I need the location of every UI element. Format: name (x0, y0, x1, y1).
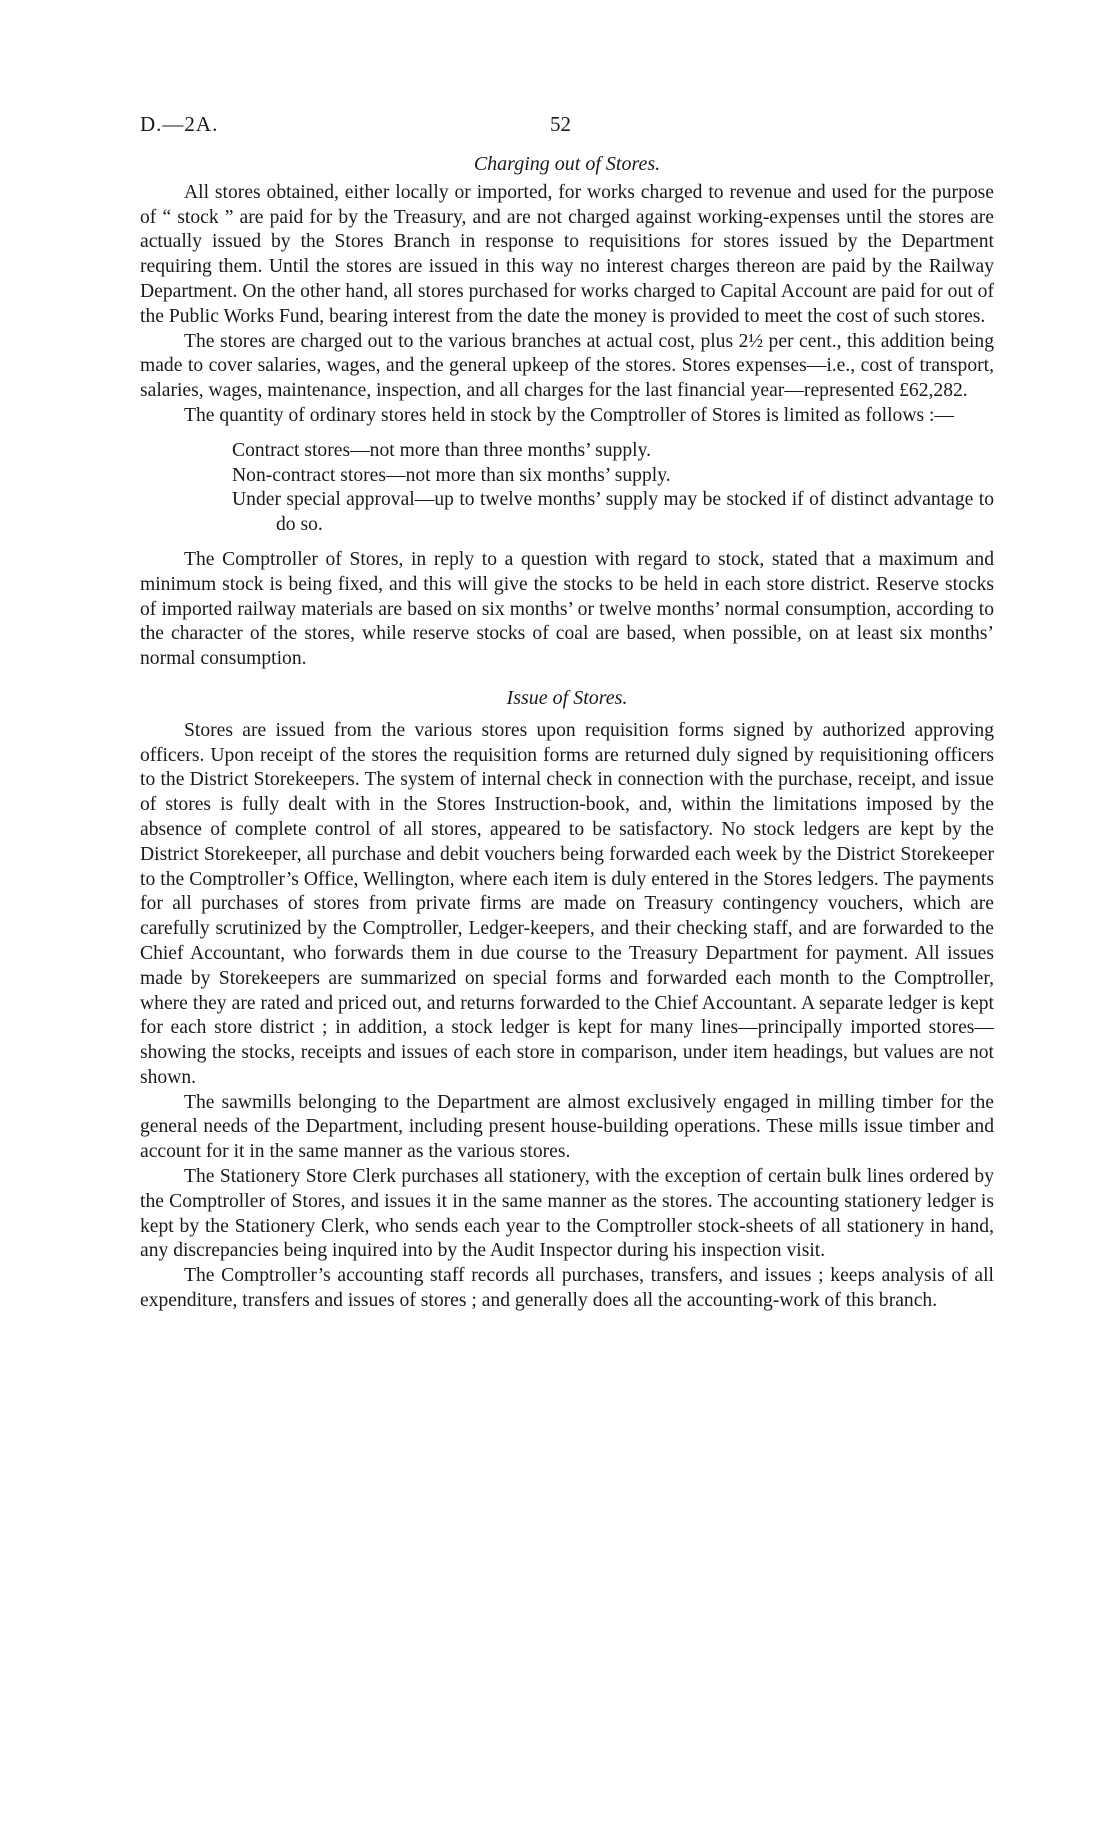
list-item: Non-contract stores—not more than six months’ supply. (232, 464, 671, 486)
list-item: Under special approval—up to twelve months’ supply may be stocked if of distinct advantage to do so. (232, 489, 994, 536)
document-reference: D.—2A. (140, 112, 219, 136)
paragraph: The Comptroller’s accounting staff records all purchases, transfers, and issues ; keeps analysis of all expenditure, transfers and issues of stores ; and generally does all the accounting-work of this branch. (140, 1265, 994, 1312)
stock-limits-list (232, 439, 994, 538)
paragraph: The quantity of ordinary stores held in stock by the Comptroller of Stores is limited as follows :— (184, 404, 955, 426)
paragraph: The sawmills belonging to the Department are almost exclusively engaged in milling timber for the general needs of the Department, including present house-building operations. These mills issue timber and account for it in the same manner as the various stores. (140, 1091, 994, 1163)
page-body (140, 152, 994, 1314)
paragraph: The Comptroller of Stores, in reply to a question with regard to stock, stated that a maximum and minimum stock is being fixed, and this will give the stocks to be held in each store district. Reserve stocks of imported railway materials are based on six months’ or twelve months’ normal consumption, according to the character of the stores, while reserve stocks of coal are based, when possible, on at least six months’ normal consumption. (140, 548, 994, 670)
section-heading-issue: Issue of Stores. (506, 686, 628, 709)
page-number: 52 (550, 112, 571, 136)
page-header (140, 112, 994, 152)
paragraph: The stores are charged out to the various branches at actual cost, plus 2½ per cent., this addition being made to cover salaries, wages, and the general upkeep of the stores. Stores expenses—i.e., cost of transport, salaries, wages, maintenance, inspection, and all charges for the last financial year—represented £62,282. (140, 330, 994, 402)
paragraph: All stores obtained, either locally or imported, for works charged to revenue and used for the purpose of “ stock ” are paid for by the Treasury, and are not charged against working-expenses until the stores are actually issued by the Stores Branch in response to requisitions for stores issued by the Department requiring them. Until the stores are issued in this way no interest charges thereon are paid by the Railway Department. On the other hand, all stores purchased for works charged to Capital Account are paid for out of the Public Works Fund, bearing interest from the date the money is provided to meet the cost of such stores. (140, 181, 994, 327)
list-item: Contract stores—not more than three months’ supply. (232, 439, 652, 461)
paragraph: The Stationery Store Clerk purchases all stationery, with the exception of certain bulk lines ordered by the Comptroller of Stores, and issues it in the same manner as the stores. The accounting stationery ledger is kept by the Stationery Clerk, who sends each year to the Comptroller stock-sheets of all stationery in hand, any discrepancies being inquired into by the Audit Inspector during his inspection visit. (140, 1166, 994, 1262)
section-heading-charging: Charging out of Stores. (473, 153, 661, 175)
paragraph: Stores are issued from the various stores upon requisition forms signed by authorized approving officers. Upon receipt of the stores the requisition forms are returned duly signed by requisitioning officers to the District Storekeepers. The system of internal check in connection with the purchase, receipt, and issue of stores is fully dealt with in the Stores Instruction-book, and, within the limitations imposed by the absence of complete control of all stores, appeared to be satisfactory. No stock ledgers are kept by the District Storekeeper, all purchase and debit vouchers being forwarded each week by the District Storekeeper to the Comptroller’s Office, Wellington, where each item is duly entered in the Stores ledgers. The payments for all purchases of stores from private firms are made on Treasury contingency vouchers, which are carefully scrutinized by the Comptroller, Ledger-keepers, and their checking staff, and are forwarded to the Chief Accountant, who forwards them in due course to the Treasury Department for payment. All issues made by Storekeepers are summarized on special forms and forwarded each month to the Comptroller, where they are rated and priced out, and returns forwarded to the Chief Accountant. A separate ledger is kept for each store district ; in addition, a stock ledger is kept for many lines—principally imported stores—showing the stocks, receipts and issues of each store in comparison, under item headings, but values are not shown. (140, 719, 994, 1088)
